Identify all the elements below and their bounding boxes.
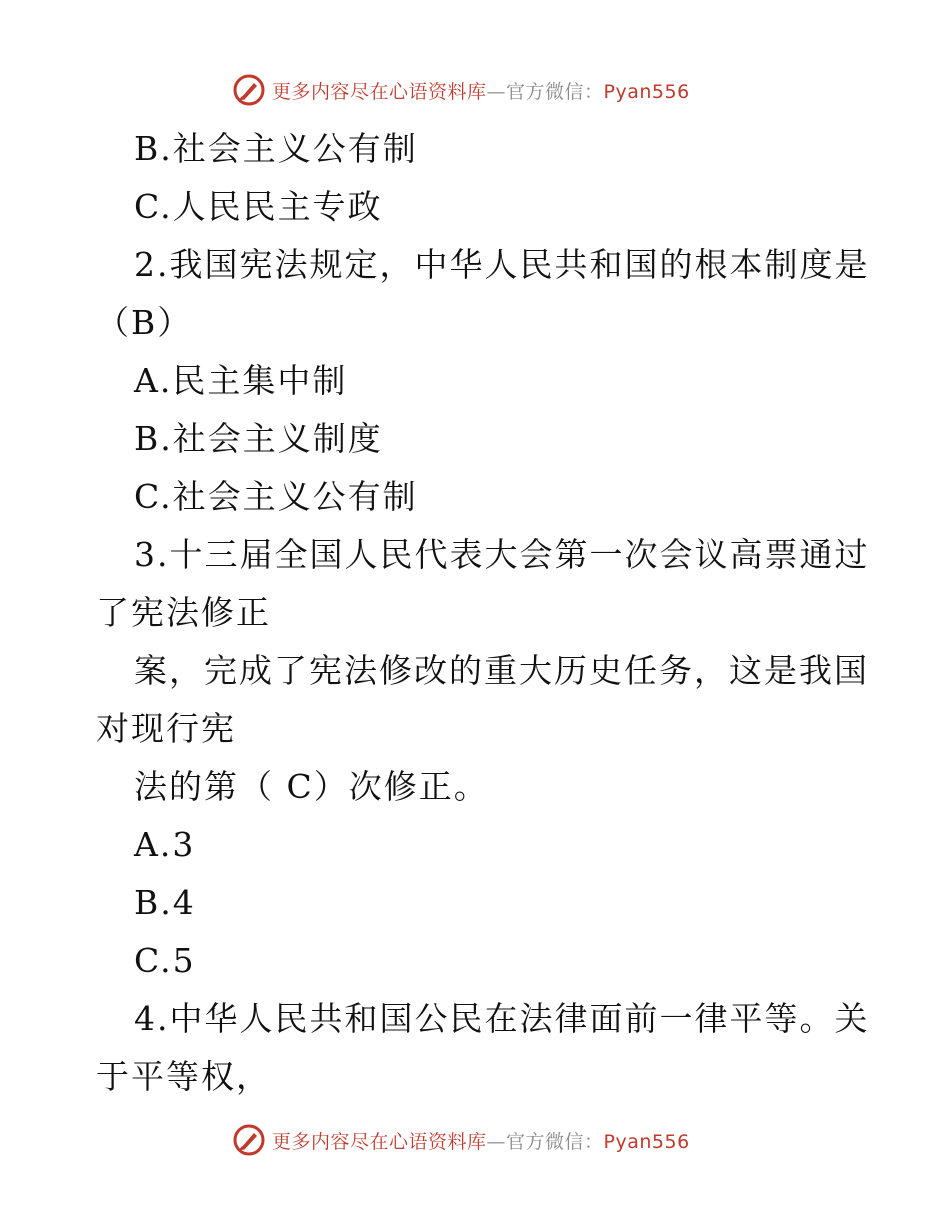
text-line: B.社会主义公有制 (134, 129, 418, 168)
banner-text (272, 1127, 690, 1154)
banner-label: 官方微信： (506, 80, 604, 103)
question-line: 3.十三届全国人民代表大会第一次会议高票通过 (134, 535, 870, 574)
option-line: A.3 (134, 825, 196, 864)
banner-separator: — (486, 80, 507, 103)
question-line: 法的第（ C）次修正。 (134, 767, 489, 806)
banner-handle: Pyan556 (603, 1130, 690, 1153)
option-line: B.社会主义制度 (134, 419, 383, 458)
banner-text (272, 77, 690, 104)
banner-left-text: 更多内容尽在心语资料库 (272, 80, 487, 103)
option-line: C.5 (134, 941, 196, 980)
document-body (96, 120, 870, 1106)
pen-logo-icon (232, 1123, 266, 1157)
answer-line: （B） (96, 303, 193, 342)
header-banner (232, 70, 690, 110)
option-line: A.民主集中制 (134, 361, 348, 400)
banner-label: 官方微信： (506, 1130, 604, 1153)
question-line: 4.中华人民共和国公民在法律面前一律平等。关 (134, 999, 870, 1038)
question-line: 于平等权， (96, 1057, 271, 1096)
question-line: 对现行宪 (96, 709, 236, 748)
question-line: 案，完成了宪法修改的重大历史任务，这是我国 (134, 651, 869, 690)
text-line: C.人民民主专政 (134, 187, 383, 226)
footer-banner (232, 1120, 690, 1160)
question-line: 2.我国宪法规定，中华人民共和国的根本制度是 (134, 245, 870, 284)
question-line: 了宪法修正 (96, 593, 271, 632)
pen-logo-icon (232, 73, 266, 107)
banner-separator: — (486, 1130, 507, 1153)
option-line: B.4 (134, 883, 196, 922)
option-line: C.社会主义公有制 (134, 477, 418, 516)
banner-left-text: 更多内容尽在心语资料库 (272, 1130, 487, 1153)
banner-handle: Pyan556 (603, 80, 690, 103)
